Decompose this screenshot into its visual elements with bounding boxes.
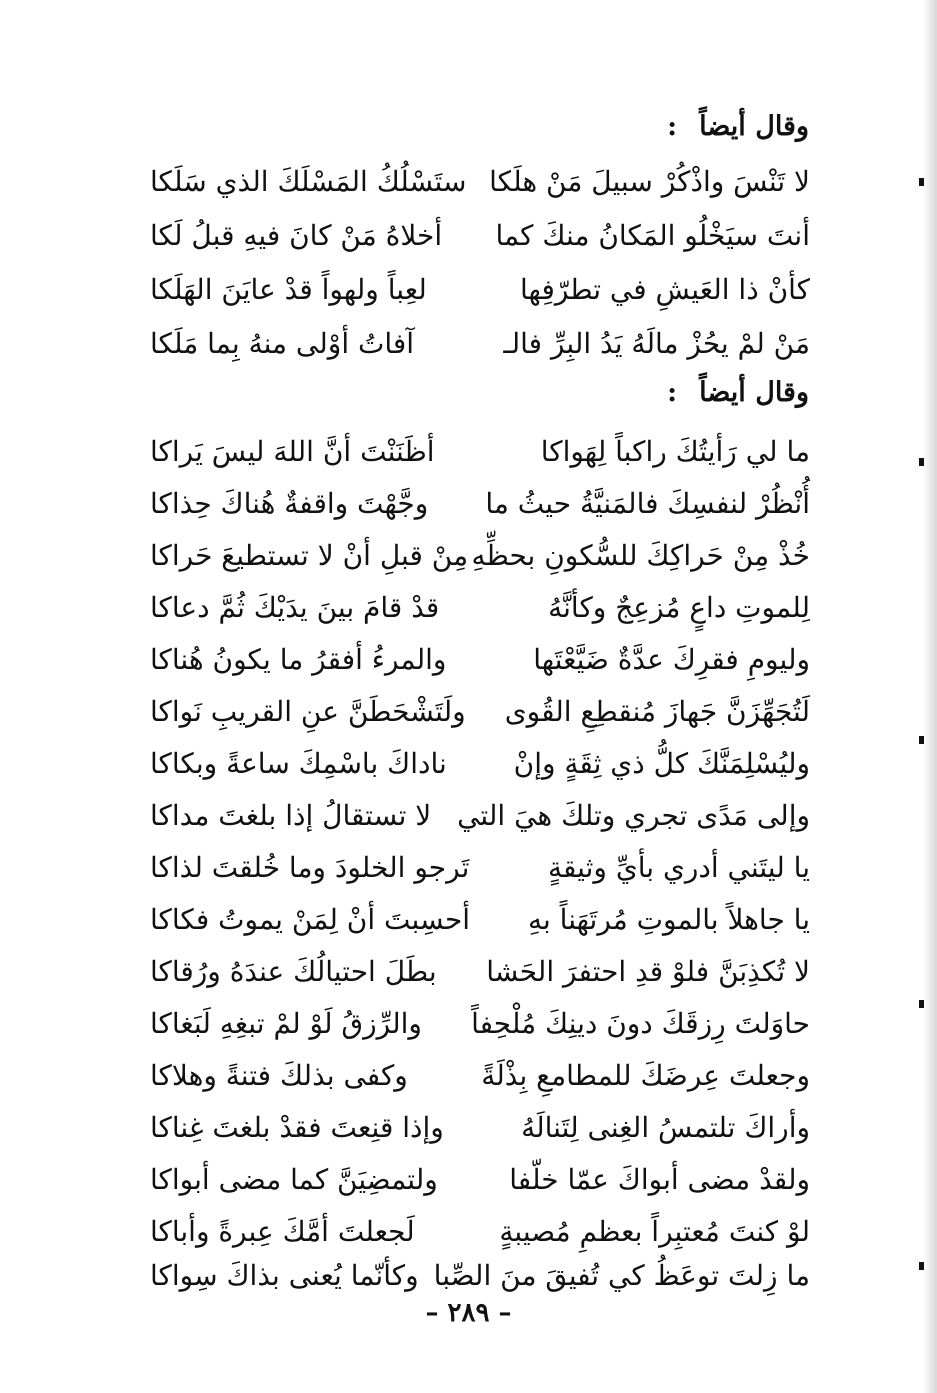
section-heading bbox=[667, 110, 809, 144]
verse-first-hemistich: ولقدْ مضى أبواكَ عمّا خلّفا bbox=[509, 1163, 810, 1196]
verse-first-hemistich: وإلى مَدًى تجري وتلكَ هيَ التي bbox=[457, 799, 810, 832]
verse-first-hemistich: ما زِلتَ توعَظُ كي تُفيقَ منَ الصِّبا bbox=[433, 1259, 810, 1292]
verse-second-hemistich: وكفى بذلكَ فتنةً وهلاكا bbox=[150, 1059, 408, 1092]
verse-first-hemistich: لِلموتِ داعٍ مُزعِجٌ وكأنَّهُ bbox=[548, 591, 810, 624]
verse-line bbox=[150, 1210, 810, 1260]
verse-second-hemistich: قدْ قامَ بينَ يدَيْكَ ثُمَّ دعاكا bbox=[150, 591, 440, 624]
verse-first-hemistich: يا ليتَني أدري بأيِّ وثيقةٍ bbox=[547, 851, 810, 884]
verse-second-hemistich: ناداكَ باسْمِكَ ساعةً وبكاكا bbox=[150, 747, 447, 780]
verse-line bbox=[150, 586, 810, 636]
verse-line bbox=[150, 430, 810, 480]
verse-second-hemistich: لا تستقالُ إذا بلغتَ مداكا bbox=[150, 799, 432, 832]
verse-second-hemistich: مِنْ قبلِ أنْ لا تستطيعَ حَراكا bbox=[150, 539, 469, 572]
verse-second-hemistich: والرِّزقُ لَوْ لمْ تبغِهِ لَبَغاكا bbox=[150, 1007, 422, 1040]
verse-second-hemistich: وكأنّما يُعنى بذاكَ سِواكا bbox=[150, 1259, 419, 1292]
verse-first-hemistich: يا جاهلاً بالموتِ مُرتَهَناً بهِ bbox=[527, 903, 810, 936]
verse-first-hemistich: وجعلتَ عِرضَكَ للمطامعِ بِذْلَةً bbox=[481, 1059, 810, 1092]
verse-second-hemistich: أخلاهُ مَنْ كانَ فيهِ قبلُ لَكا bbox=[150, 219, 443, 252]
verse-line bbox=[150, 638, 810, 688]
verse-line bbox=[150, 214, 810, 264]
verse-line bbox=[150, 1158, 810, 1208]
verse-first-hemistich: لا تُكذِبَنَّ فلوْ قدِ احتفرَ الحَشا bbox=[486, 955, 810, 988]
verse-line bbox=[150, 1054, 810, 1104]
page-number: – ٢٨٩ – bbox=[425, 1298, 512, 1328]
verse-second-hemistich: بطَلَ احتيالُكَ عندَهُ ورُقاكا bbox=[150, 955, 437, 988]
verse-first-hemistich: أُنْظُرْ لنفسِكَ فالمَنيَّةُ حيثُ ما bbox=[485, 487, 810, 520]
verse-line bbox=[150, 534, 810, 584]
verse-line bbox=[150, 950, 810, 1000]
verse-second-hemistich: أحسِبتَ أنْ لِمَنْ يموتُ فكاكا bbox=[150, 903, 471, 936]
margin-mark bbox=[919, 458, 924, 466]
verse-second-hemistich: آفاتُ أوْلى منهُ بِما مَلَكا bbox=[150, 327, 415, 360]
verse-second-hemistich: لَجعلتَ أمَّكَ عِبرةً وأباكا bbox=[150, 1215, 415, 1248]
margin-mark bbox=[919, 1262, 924, 1270]
verse-line bbox=[150, 898, 810, 948]
verse-line bbox=[150, 322, 810, 372]
heading-colon: : bbox=[667, 111, 678, 142]
verse-line bbox=[150, 1106, 810, 1156]
verse-first-hemistich: مَنْ لمْ يحُزْ مالَهُ يَدُ البِرِّ فالـ bbox=[503, 327, 810, 360]
verse-second-hemistich: ستَسْلُكُ المَسْلَكَ الذي سَلَكا bbox=[150, 165, 467, 198]
verse-first-hemistich: وأراكَ تلتمسُ الغِنى لِتَنالَهُ bbox=[521, 1111, 810, 1144]
verse-second-hemistich: أظَنَنْتَ أنَّ اللهَ ليسَ يَراكا bbox=[150, 435, 435, 468]
verse-second-hemistich: تَرجو الخلودَ وما خُلقتَ لذاكا bbox=[150, 851, 470, 884]
verse-first-hemistich: وليُسْلِمَنَّكَ كلُّ ذي ثِقَةٍ وإنْ bbox=[513, 747, 810, 780]
heading-text: وقال أيضاً bbox=[699, 111, 809, 142]
verse-line bbox=[150, 268, 810, 318]
verse-second-hemistich: ولتمضِيَنَّ كما مضى أبواكا bbox=[150, 1163, 438, 1196]
verse-line bbox=[150, 690, 810, 740]
verse-line bbox=[150, 742, 810, 792]
verse-first-hemistich: كأنْ ذا العَيشِ في تطرّفِها bbox=[520, 273, 810, 306]
verse-line bbox=[150, 482, 810, 532]
verse-first-hemistich: خُذْ مِنْ حَراكِكَ للسُّكونِ بحظِّهِ bbox=[471, 539, 810, 572]
page-edge-shadow bbox=[923, 0, 937, 1393]
margin-mark bbox=[919, 1000, 924, 1008]
verse-first-hemistich: حاوَلتَ رِزقَكَ دونَ دينِكَ مُلْحِفاً bbox=[471, 1007, 810, 1040]
margin-mark bbox=[919, 178, 924, 186]
verse-first-hemistich: لوْ كنتَ مُعتبِراً بعظمِ مُصيبةٍ bbox=[499, 1215, 810, 1248]
section-heading bbox=[667, 376, 809, 410]
verse-second-hemistich: وجَّهْتَ واقفةٌ هُناكَ حِذاكا bbox=[150, 487, 429, 520]
verse-line bbox=[150, 160, 810, 210]
verse-first-hemistich: وليومِ فقرِكَ عدَّةٌ ضَيَّعْتَها bbox=[533, 643, 810, 676]
verse-first-hemistich: أنتَ سيَخْلُو المَكانُ منكَ كما bbox=[495, 219, 810, 252]
verse-line bbox=[150, 794, 810, 844]
heading-text: وقال أيضاً bbox=[699, 377, 809, 408]
verse-second-hemistich: ولَتَشْحَطَنَّ عنِ القريبِ نَواكا bbox=[150, 695, 466, 728]
verse-line bbox=[150, 1254, 810, 1304]
verse-first-hemistich: لا تَنْسَ واذْكُرْ سبيلَ مَنْ هلَكا bbox=[489, 165, 810, 198]
verse-second-hemistich: وإذا قنِعتَ فقدْ بلغتَ غِناكا bbox=[150, 1111, 444, 1144]
verse-line bbox=[150, 846, 810, 896]
verse-first-hemistich: لَتُجَهِّزَنَّ جَهازَ مُنقطِعِ القُوى bbox=[504, 695, 810, 728]
verse-line bbox=[150, 1002, 810, 1052]
heading-colon: : bbox=[667, 377, 678, 408]
verse-second-hemistich: والمرءُ أفقرُ ما يكونُ هُناكا bbox=[150, 643, 447, 676]
margin-mark bbox=[919, 736, 924, 744]
verse-second-hemistich: لعِباً ولهواً قدْ عايَنَ الهَلَكا bbox=[150, 273, 427, 306]
verse-first-hemistich: ما لي رَأيتُكَ راكباً لِهَواكا bbox=[540, 435, 810, 468]
